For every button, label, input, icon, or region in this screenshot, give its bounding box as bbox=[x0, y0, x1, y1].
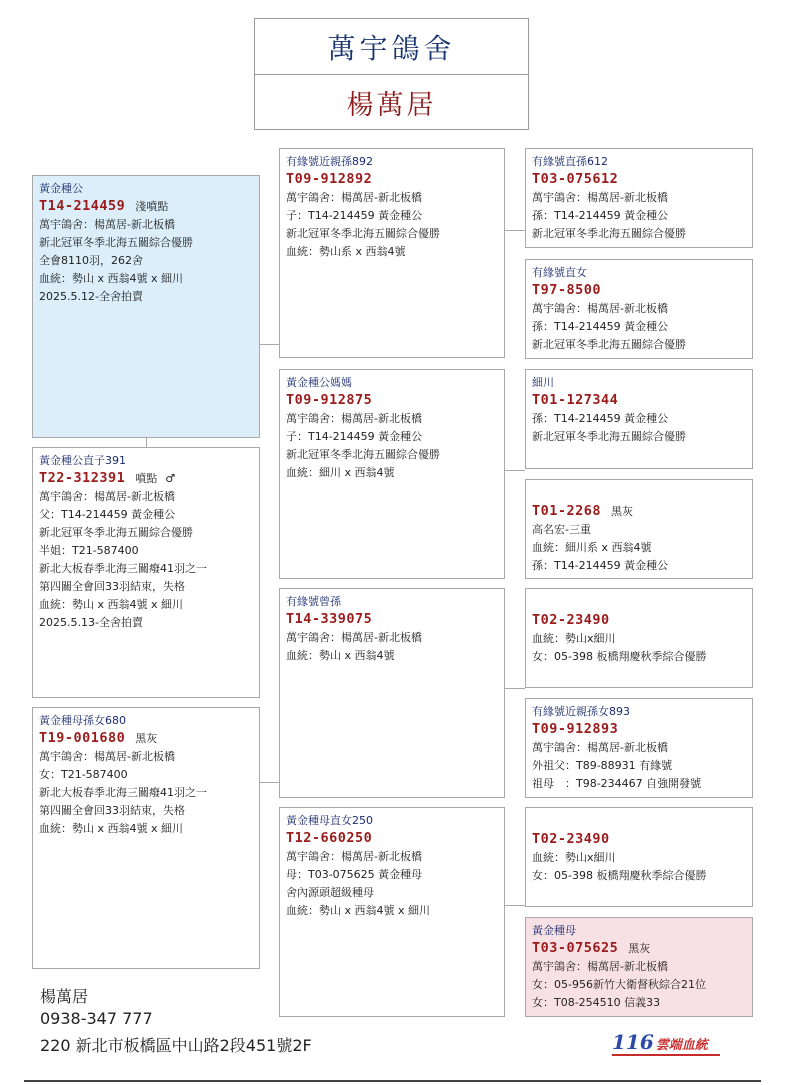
gen3-dsd-line: 萬宇鴿舍：楊萬居-新北板橋 bbox=[532, 741, 668, 754]
gen3-dds-line: 血統：勢山x細川 bbox=[532, 851, 616, 864]
gen3-sds-line: 新北冠軍冬季北海五關綜合優勝 bbox=[532, 430, 686, 443]
sire-line: 血統：勢山 x 西翁4號 x 細川 bbox=[39, 272, 184, 285]
gen2-sd-card bbox=[279, 369, 505, 579]
gen3-sss-card bbox=[525, 148, 753, 248]
gen3-ddd-line: 女：05-956新竹大衛督秋綜合21位 bbox=[532, 978, 706, 991]
son-line: 新北冠軍冬季北海五關綜合優勝 bbox=[39, 526, 193, 539]
son-card bbox=[32, 447, 260, 698]
gen3-ssd-card bbox=[525, 259, 753, 359]
logo-text: 雲端血統 bbox=[655, 1038, 708, 1053]
gen3-sss-line: 萬宇鴿舍：楊萬居-新北板橋 bbox=[532, 191, 668, 204]
footer-name: 楊萬居 bbox=[40, 987, 89, 1006]
gen3-sdd-ring bbox=[532, 502, 746, 521]
bottom-divider bbox=[24, 1080, 761, 1082]
gen3-ssd-line: 孫：T14-214459 黃金種公 bbox=[532, 320, 669, 333]
gen3-ddd-line: 女：T08-254510 信義33 bbox=[532, 996, 661, 1009]
logo bbox=[612, 1030, 708, 1054]
gen2-ds-ring: T14-339075 bbox=[286, 611, 373, 627]
gen2-sd-line: 新北冠軍冬季北海五關綜合優勝 bbox=[286, 448, 440, 461]
gen3-sdd-line: 高名宏-三重 bbox=[532, 523, 591, 536]
gen2-dd-line: 血統：勢山 x 西翁4號 x 細川 bbox=[286, 904, 431, 917]
connector-ds bbox=[504, 688, 525, 689]
logo-number: 116 bbox=[612, 1030, 654, 1054]
gen2-sd-line: 子：T14-214459 黃金種公 bbox=[286, 430, 423, 443]
son-ring bbox=[39, 469, 253, 488]
gen3-dss-card bbox=[525, 588, 753, 688]
dam-ring bbox=[39, 729, 253, 748]
owner-name: 楊萬居 bbox=[346, 90, 437, 121]
gen3-dsd-line: 祖母 ：T98-234467 自強開發號 bbox=[532, 777, 702, 790]
logo-underline bbox=[612, 1054, 720, 1056]
gen3-dsd-label: 有緣號近親孫女893 bbox=[532, 705, 630, 718]
dam-line: 新北大板春季北海三關癈41羽之一 bbox=[39, 786, 207, 799]
son-line: 血統：勢山 x 西翁4號 x 細川 bbox=[39, 598, 184, 611]
gen2-ss-line: 血統：勢山系 x 西翁4號 bbox=[286, 245, 406, 258]
son-label: 黃金種公直子391 bbox=[39, 454, 126, 467]
gen2-dd-line: 母：T03-075625 黃金種母 bbox=[286, 868, 423, 881]
gen2-sd-label: 黃金種公媽媽 bbox=[286, 376, 352, 389]
gen2-dd-ring: T12-660250 bbox=[286, 830, 373, 846]
gen2-ds-line: 血統：勢山 x 西翁4號 bbox=[286, 649, 395, 662]
connector-ss bbox=[504, 230, 525, 231]
connector-sire bbox=[259, 344, 279, 345]
dam-line: 女：T21-587400 bbox=[39, 768, 128, 781]
gen2-dd-line: 萬宇鴿舍：楊萬居-新北板橋 bbox=[286, 850, 422, 863]
gen3-sdd-ring-number: T01-2268 bbox=[532, 503, 602, 519]
son-color: 噴點 bbox=[135, 472, 158, 485]
gen3-sds-label: 細川 bbox=[532, 376, 554, 389]
gen2-ss-line: 新北冠軍冬季北海五關綜合優勝 bbox=[286, 227, 440, 240]
dam-line: 第四關全會回33羽結束，失格 bbox=[39, 804, 185, 817]
gen3-sss-ring: T03-075612 bbox=[532, 171, 619, 187]
gen3-sdd-card bbox=[525, 479, 753, 579]
connector-dam bbox=[259, 782, 279, 783]
gen2-sd-ring: T09-912875 bbox=[286, 392, 373, 408]
gen3-ssd-line: 萬宇鴿舍：楊萬居-新北板橋 bbox=[532, 302, 668, 315]
sire-color: 淺噴點 bbox=[135, 200, 169, 213]
son-line: 2025.5.13-全舍拍賣 bbox=[39, 616, 143, 629]
loft-name: 萬宇鴿舍 bbox=[255, 19, 528, 75]
gen3-ddd-ring-number: T03-075625 bbox=[532, 940, 619, 956]
son-line: 新北大板春季北海三關癈41羽之一 bbox=[39, 562, 207, 575]
gen3-sds-line: 孫：T14-214459 黃金種公 bbox=[532, 412, 669, 425]
gen3-dds-card bbox=[525, 807, 753, 907]
gen3-sdd-color: 黑灰 bbox=[611, 505, 634, 518]
gen2-ds-card bbox=[279, 588, 505, 798]
gen3-dds-ring: T02-23490 bbox=[532, 831, 610, 847]
gen3-ddd-label: 黃金種母 bbox=[532, 924, 576, 937]
gen2-dd-card bbox=[279, 807, 505, 1017]
gen3-sds-card bbox=[525, 369, 753, 469]
gen3-dds-line: 女：05-398 板橋翔慶秋季綜合優勝 bbox=[532, 869, 707, 882]
gen3-sss-line: 孫：T14-214459 黃金種公 bbox=[532, 209, 669, 222]
dam-ring-number: T19-001680 bbox=[39, 730, 126, 746]
gen3-ssd-ring: T97-8500 bbox=[532, 282, 602, 298]
gen2-ss-label: 有緣號近親孫892 bbox=[286, 155, 373, 168]
sire-label: 黃金種公 bbox=[39, 182, 83, 195]
sire-ring-number: T14-214459 bbox=[39, 198, 126, 214]
gen3-sss-label: 有緣號直孫612 bbox=[532, 155, 608, 168]
gen2-ds-line: 萬宇鴿舍：楊萬居-新北板橋 bbox=[286, 631, 422, 644]
gen2-sd-line: 血統：細川 x 西翁4號 bbox=[286, 466, 395, 479]
title-box bbox=[254, 18, 529, 130]
gen3-ssd-line: 新北冠軍冬季北海五關綜合優勝 bbox=[532, 338, 686, 351]
son-line: 第四關全會回33羽結束，失格 bbox=[39, 580, 185, 593]
gen3-ssd-label: 有緣號直女 bbox=[532, 266, 587, 279]
connector-sire-son bbox=[146, 437, 147, 447]
sire-card bbox=[32, 175, 260, 438]
gen3-dss-line: 血統：勢山x細川 bbox=[532, 632, 616, 645]
gen2-sd-line: 萬宇鴿舍：楊萬居-新北板橋 bbox=[286, 412, 422, 425]
gen3-ddd-card bbox=[525, 917, 753, 1017]
gen2-ss-card bbox=[279, 148, 505, 358]
gen2-ss-line: 子：T14-214459 黃金種公 bbox=[286, 209, 423, 222]
gen2-ss-line: 萬宇鴿舍：楊萬居-新北板橋 bbox=[286, 191, 422, 204]
son-line: 萬宇鴿舍：楊萬居-新北板橋 bbox=[39, 490, 175, 503]
son-line: 半姐：T21-587400 bbox=[39, 544, 139, 557]
footer-phone: 0938-347 777 bbox=[40, 1009, 153, 1028]
sire-ring bbox=[39, 197, 253, 216]
gen2-dd-line: 舍內源頭超級種母 bbox=[286, 886, 374, 899]
gen2-dd-label: 黃金種母直女250 bbox=[286, 814, 373, 827]
dam-card bbox=[32, 707, 260, 969]
gen2-ds-label: 有緣號曾孫 bbox=[286, 595, 341, 608]
gen3-ddd-ring bbox=[532, 939, 746, 958]
gen3-sdd-line: 孫：T14-214459 黃金種公 bbox=[532, 559, 669, 572]
connector-sd bbox=[504, 470, 525, 471]
connector-dd bbox=[504, 905, 525, 906]
gen3-dsd-card bbox=[525, 698, 753, 798]
dam-color: 黑灰 bbox=[135, 732, 158, 745]
gen2-ss-ring: T09-912892 bbox=[286, 171, 373, 187]
gen3-sdd-line: 血統：細川系 x 西翁4號 bbox=[532, 541, 652, 554]
gen3-dss-line: 女：05-398 板橋翔慶秋季綜合優勝 bbox=[532, 650, 707, 663]
male-icon: ♂ bbox=[165, 472, 176, 485]
sire-line: 新北冠軍冬季北海五關綜合優勝 bbox=[39, 236, 193, 249]
dam-line: 萬宇鴿舍：楊萬居-新北板橋 bbox=[39, 750, 175, 763]
dam-label: 黃金種母孫女680 bbox=[39, 714, 126, 727]
gen3-sds-ring: T01-127344 bbox=[532, 392, 619, 408]
sire-line: 萬宇鴿舍：楊萬居-新北板橋 bbox=[39, 218, 175, 231]
son-line: 父：T14-214459 黃金種公 bbox=[39, 508, 176, 521]
sire-line: 2025.5.12-全舍拍賣 bbox=[39, 290, 143, 303]
son-ring-number: T22-312391 bbox=[39, 470, 126, 486]
gen3-dss-ring: T02-23490 bbox=[532, 612, 610, 628]
footer-address: 220 新北市板橋區中山路2段451號2F bbox=[40, 1036, 312, 1055]
gen3-sss-line: 新北冠軍冬季北海五關綜合優勝 bbox=[532, 227, 686, 240]
gen3-dsd-line: 外祖父：T89-88931 有緣號 bbox=[532, 759, 673, 772]
dam-line: 血統：勢山 x 西翁4號 x 細川 bbox=[39, 822, 184, 835]
sire-line: 全會8110羽，262舍 bbox=[39, 254, 143, 267]
gen3-dsd-ring: T09-912893 bbox=[532, 721, 619, 737]
gen3-ddd-line: 萬宇鴿舍：楊萬居-新北板橋 bbox=[532, 960, 668, 973]
gen3-ddd-color: 黑灰 bbox=[628, 942, 651, 955]
